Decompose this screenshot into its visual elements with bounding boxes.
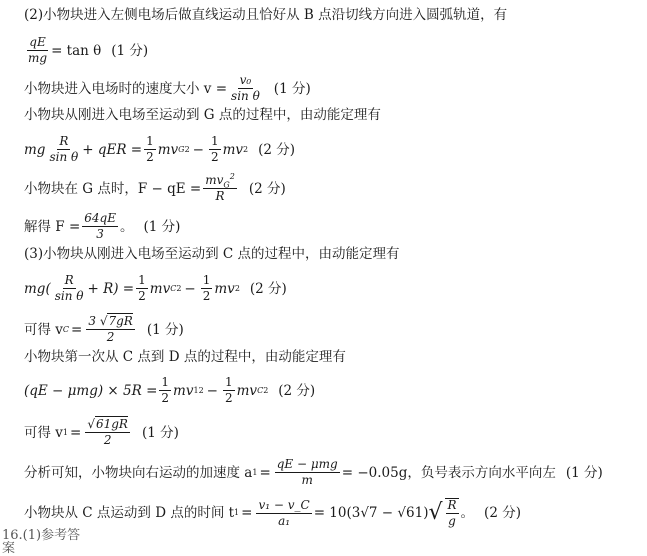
line-entry-speed: 小物块进入电场时的速度大小 v = $\frac{\text{v₀}}{\text{sin θ}}$ (1 分) [24,73,311,103]
score-label: (1 分) [273,80,311,97]
line-force-at-g: 小物块在 G 点时，F − qE = $\frac{mv_G^2}{R}$ (2 分) [24,172,286,203]
score-label: (2 分) [258,141,296,158]
cutoff-next-line: 16.(1)参考答案 [2,528,81,556]
score-label: (1 分) [143,218,181,235]
score-label: (2 分) [249,280,287,297]
sqrt-symbol: √ [428,500,443,525]
line-part3-intro: (3)小物块从刚进入电场至运动到 C 点的过程中，由动能定理有 [24,246,400,262]
line-v1-result: 可得 v 1 = $\frac{√61gR}{2}$ (1 分) [24,417,179,447]
score-label: (1 分) [111,42,149,59]
score-label: (2 分) [484,505,521,521]
line-energy-eq-cd: (qE − μmg) × 5R = $\frac{1}{2}$ mv 1 2 − $\frac{1}{2}$ mv C 2 (2 分) [24,375,316,405]
score-label: (1 分) [141,424,179,441]
fraction-v0-sin: $\frac{\text{v₀}}{\text{sin θ}}$ [231,73,260,103]
line-c-to-d-intro: 小物块第一次从 C 点到 D 点的过程中，由动能定理有 [24,349,346,365]
line-acceleration: 分析可知，小物块向右运动的加速度 a 1 = $\frac{\text{qE − μmg}}{m}$ = −0.05g，负号表示方向水平向左 (1 分) [24,457,603,487]
score-label: (1 分) [146,321,184,338]
score-label: (2 分) [278,382,316,399]
line-part2-intro: (2)小物块进入左侧电场后做直线运动且恰好从 B 点沿切线方向进入圆弧轨道，有 [24,7,508,23]
line-time-c-to-d: 小物块从 C 点运动到 D 点的时间 t 1 = $\frac{\text{v₁ − v\_C}}{\text{a₁}}$ = 10(3√7 − √61) √ $\frac{R}{g}$ 。 (2 分) [24,497,521,528]
line-force-result: 解得 F = $\frac{64qE}{3}$ 。 (1 分) [24,211,181,241]
line-energy-theorem-g: 小物块从刚进入电场至运动到 G 点的过程中，由动能定理有 [24,107,381,123]
fraction-qe-mg: $\frac{qE}{mg}$ [28,35,48,65]
line-energy-eq-c: mg( $\frac{R}{\text{sin θ}}$ + R) = $\frac{1}{2}$ mv C 2 − $\frac{1}{2}$ mv 2 (2 分) [24,273,287,303]
line-tan-relation: $\frac{qE}{mg}$ = tan θ (1 分) [28,35,149,65]
score-label: (2 分) [248,180,286,197]
score-label: (1 分) [565,464,603,481]
line-vc-result: 可得 v C = $\frac{3 √7gR}{2}$ (1 分) [24,314,184,344]
line-energy-eq-g: mg $\frac{R}{\text{sin θ}}$ + qER = $\frac{1}{2}$ mv G 2 − $\frac{1}{2}$ mv 2 (2 分) [24,134,296,164]
